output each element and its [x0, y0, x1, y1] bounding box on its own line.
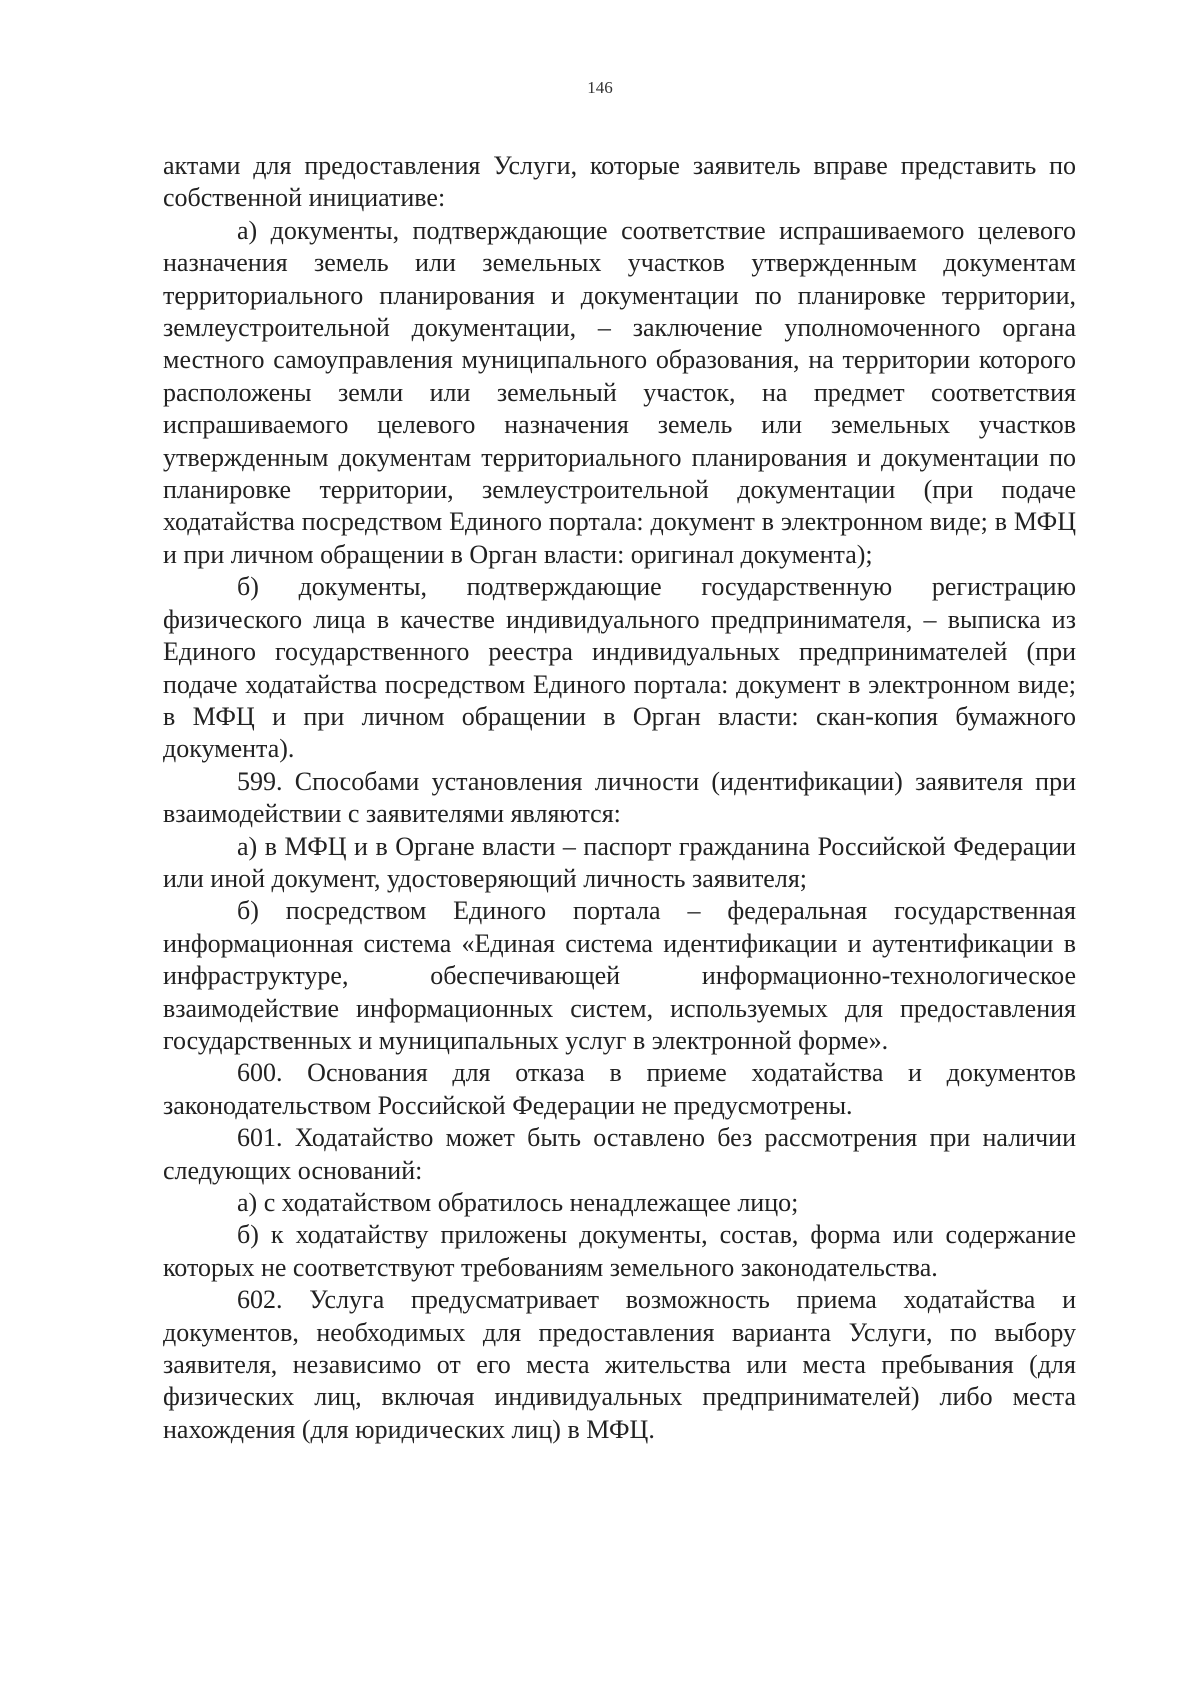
paragraph-599-item-a: а) в МФЦ и в Органе власти – паспорт гражданина Российской Федерации или иной документ, удостоверяющий личность заявителя;	[163, 831, 1076, 893]
paragraph-599-item-b: б) посредством Единого портала – федеральная государственная информационная система «Единая система идентификации и аутентификации в инфраструктуре, обеспечивающей информационно-технологическое взаимодействие информационных систем, используемых для предоставления государственных и муниципальных услуг в электронной форме».	[163, 896, 1076, 1055]
paragraph-599: 599. Способами установления личности (идентификации) заявителя при взаимодействии с заявителями являются:	[163, 766, 1076, 829]
document-body	[163, 150, 1076, 1446]
paragraph-item-b-documents: б) документы, подтверждающие государственную регистрацию физического лица в качестве индивидуального предпринимателя, – выписка из Единого государственного реестра индивидуальных предпринимателей (при подаче ходатайства посредством Единого портала: документ в электронном виде; в МФЦ и при личном обращении в Орган власти: скан-копия бумажного документа).	[163, 572, 1076, 764]
paragraph-602: 602. Услуга предусматривает возможность приема ходатайства и документов, необходимых для предоставления варианта Услуги, по выбору заявителя, независимо от его места жительства или места пребывания (для физических лиц, включая индивидуальных предпринимателей) либо места нахождения (для юридических лиц) в МФЦ.	[163, 1285, 1076, 1444]
page-number: 146	[587, 78, 613, 97]
paragraph-601: 601. Ходатайство может быть оставлено без рассмотрения при наличии следующих оснований:	[163, 1123, 1076, 1185]
paragraph-601-item-b: б) к ходатайству приложены документы, состав, форма или содержание которых не соответствуют требованиям земельного законодательства.	[163, 1220, 1076, 1282]
paragraph-600: 600. Основания для отказа в приеме ходатайства и документов законодательством Российской Федерации не предусмотрены.	[163, 1058, 1076, 1120]
paragraph-601-item-a: а) с ходатайством обратилось ненадлежащее лицо;	[237, 1188, 799, 1217]
paragraph-item-a-documents: а) документы, подтверждающие соответствие испрашиваемого целевого назначения земель или земельных участков утвержденным документам территориального планирования и документации по планировке территории, землеустроительной документации, – заключение уполномоченного органа местного самоуправления муниципального образования, на территории которого расположены земли или земельный участок, на предмет соответствия испрашиваемого целевого назначения земель или земельных участков утвержденным документам территориального планирования и документации по планировке территории, землеустроительной документации (при подаче ходатайства посредством Единого портала: документ в электронном виде; в МФЦ и при личном обращении в Орган власти: оригинал документа);	[163, 215, 1076, 569]
paragraph-continuation: актами для предоставления Услуги, которые заявитель вправе представить по собственной инициативе:	[163, 151, 1076, 213]
